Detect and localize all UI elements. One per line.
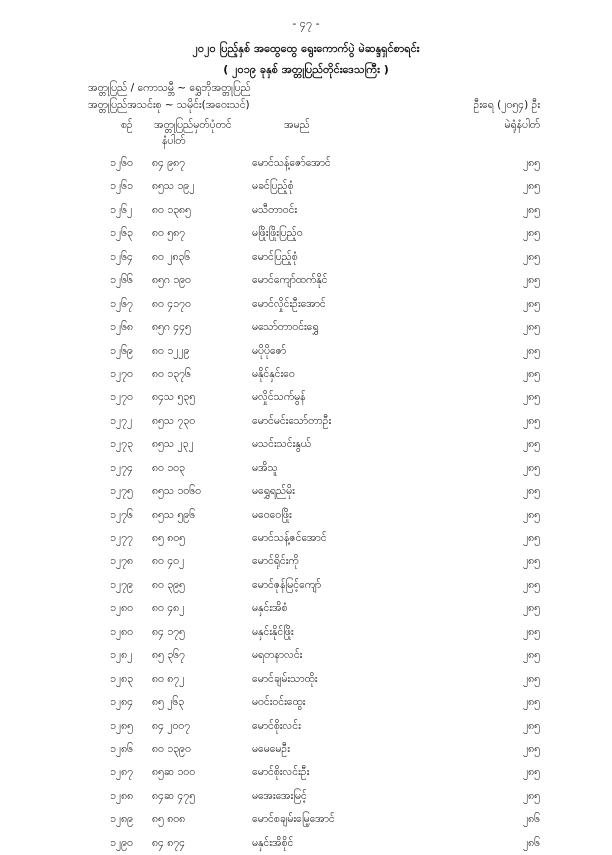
row-vote-number: ၂၈၆ <box>522 836 540 849</box>
row-number: ၁၂၈၀ <box>110 602 133 615</box>
row-name: မောင်ကျော်ထက်နိုင် <box>252 274 328 287</box>
table-row <box>0 644 612 667</box>
row-name: မသင်းသင်းနွယ် <box>252 438 311 451</box>
row-number: ၁၂၆၀ <box>110 157 133 169</box>
row-id-number: ၈၀ ၂၈၃၆ <box>152 250 191 263</box>
row-vote-number: ၂၈၅ <box>522 555 540 568</box>
column-header-no: စဉ် <box>121 119 133 131</box>
table-row <box>0 504 612 527</box>
row-name: မရတနာလင်း <box>252 649 303 662</box>
row-vote-number: ၂၈၅ <box>522 461 540 474</box>
row-id-number: ၈၀ ၃၉၅ <box>152 578 185 591</box>
row-name: မပိုပိုဇော် <box>252 344 287 357</box>
row-id-number: ၈၀ ၁၂၂၉ <box>152 344 190 357</box>
row-number: ၁၂၈၂ <box>110 649 133 662</box>
row-name: မဝေဝေဖြိုး <box>252 508 292 521</box>
row-name: မောင်ဇုန်မြင့်ကျော် <box>252 578 322 591</box>
row-number: ၁၂၆၆ <box>110 274 133 287</box>
row-name: မောင်မင်းသော်တာဦး <box>252 414 332 427</box>
row-number: ၁၂၈၄ <box>110 696 133 709</box>
table-row <box>0 246 612 269</box>
row-number: ၁၂၈၃ <box>110 672 133 685</box>
voter-table <box>0 152 612 855</box>
page-number: - ၄၇ - <box>292 17 320 30</box>
row-name: မမေမေဦး <box>252 742 290 755</box>
row-vote-number: ၂၈၅ <box>522 625 540 638</box>
row-number: ၁၂၈၉ <box>110 813 133 826</box>
row-number: ၁၂၈၅ <box>110 719 133 732</box>
row-vote-number: ၂၈၅ <box>522 180 540 193</box>
row-vote-number: ၂၈၅ <box>522 696 540 709</box>
row-vote-number: ၂၈၅ <box>522 578 540 591</box>
row-number: ၁၂၆၉ <box>110 344 133 357</box>
row-vote-number: ၂၈၅ <box>522 297 540 310</box>
row-vote-number: ၂၈၅ <box>522 766 540 779</box>
row-name: မနှင်းနိုင်ဖြိုး <box>252 625 294 638</box>
row-name: မောင်စိုးလင်းဦး <box>252 766 310 779</box>
row-vote-number: ၂၈၅ <box>522 789 540 802</box>
table-row <box>0 152 612 175</box>
row-vote-number: ၂၈၅ <box>522 719 540 732</box>
row-vote-number: ၂၈၅ <box>522 321 540 334</box>
row-name: မနှင်းအိစံ <box>252 602 288 615</box>
document-title: ၂၀၂၀ ပြည့်နှစ် အထွေထွေ ရွေးကောက်ပွဲ မဲဆန္ဒရှင်စာရင်း <box>192 42 420 55</box>
row-name: မနှင်းအိစိုင် <box>252 836 294 849</box>
table-row <box>0 691 612 714</box>
table-row <box>0 550 612 573</box>
row-name: မောင်လှိုင်းဦးအောင် <box>252 297 326 310</box>
table-row <box>0 363 612 386</box>
table-row <box>0 269 612 292</box>
row-name: မနိုင်နှင်းဝေ <box>252 367 295 380</box>
table-row <box>0 761 612 784</box>
row-number: ၁၂၉၀ <box>110 836 133 849</box>
column-header-name: အမည် <box>284 119 310 131</box>
row-vote-number: ၂၈၅ <box>522 157 540 169</box>
row-vote-number: ၂၈၅ <box>522 367 540 380</box>
row-name: မောင်သန့်ဇော်အောင် <box>252 157 331 169</box>
row-id-number: ၈၀ ၁၀၃ <box>152 461 185 474</box>
row-number: ၁၂၆၂ <box>110 203 133 216</box>
table-row <box>0 668 612 691</box>
row-id-number: ၈၅ ၈၀၈ <box>152 813 186 826</box>
table-row <box>0 386 612 409</box>
row-name: မဝင်းဝင်းထွေး <box>252 696 306 709</box>
table-row <box>0 832 612 855</box>
table-row <box>0 222 612 245</box>
row-id-number: ၈၀ ၄၀၂ <box>152 555 185 568</box>
row-vote-number: ၂၈၅ <box>522 532 540 544</box>
row-name: မောင်ရိုင်းကို <box>252 555 299 568</box>
row-name: မောင်သန့်ဇင်အောင် <box>252 532 327 544</box>
row-id-number: ၈၄ ၁၇၅ <box>152 625 185 638</box>
row-id-number: ၈၅ဂ ၄၄၅ <box>152 321 191 334</box>
row-id-number: ၈၅ ၃၆၇ <box>152 649 185 662</box>
column-header-id-sub: နံပါတ် <box>162 135 186 147</box>
row-id-number: ၈၅သ ၁၉၂ <box>152 180 195 193</box>
row-id-number: ၈၅ ၂၆၃ <box>152 696 185 709</box>
table-row <box>0 480 612 503</box>
row-number: ၁၂၇၉ <box>110 578 133 591</box>
row-name: မအေးအေးမြင့် <box>252 789 307 802</box>
row-id-number: ၈၀ ၈၇၂ <box>152 672 185 685</box>
row-id-number: ၈၄ ၈၇၄ <box>152 836 186 849</box>
table-row <box>0 715 612 738</box>
row-number: ၁၂၈၈ <box>110 789 134 802</box>
table-row <box>0 738 612 761</box>
row-id-number: ၈၀ ၁၃၈၅ <box>152 203 191 216</box>
row-name: မအိသူ <box>252 461 278 474</box>
row-number: ၁၂၇၈ <box>110 555 133 568</box>
row-number: ၁၂၇၃ <box>110 438 133 451</box>
row-name: မောင်ပြည့်စုံ <box>252 250 298 263</box>
row-vote-number: ၂၈၅ <box>522 508 540 521</box>
row-id-number: ၈၀ ၁၃၉၀ <box>152 742 191 755</box>
row-number: ၁၂၇၇ <box>110 532 133 544</box>
table-row <box>0 527 612 550</box>
table-row <box>0 410 612 433</box>
row-number: ၁၂၇၅ <box>110 485 133 498</box>
row-number: ၁၂၇၀ <box>110 391 133 404</box>
row-name: မလှိုင်သက်မွန် <box>252 391 306 404</box>
row-vote-number: ၂၈၅ <box>522 438 540 451</box>
row-id-number: ၈၀ ၄၈၂ <box>152 602 185 615</box>
row-name: မောင်ချမ်းသာထိုး <box>252 672 318 685</box>
row-number: ၁၂၇၄ <box>110 461 133 474</box>
row-number: ၁၂၈၆ <box>110 742 133 755</box>
region-line: အတ္တုပြည် / ကောသမ္ဘီ ~ ရွှေဘိုအတ္တုပြည် <box>88 82 251 94</box>
table-row <box>0 340 612 363</box>
row-id-number: ၈၅ဆ ၁၀၀ <box>152 766 196 779</box>
row-number: ၁၂၆၈ <box>110 321 133 334</box>
row-vote-number: ၂၈၅ <box>522 203 540 216</box>
row-number: ၁၂၇၆ <box>110 508 133 521</box>
table-row <box>0 433 612 456</box>
row-number: ၁၂၆၃ <box>110 227 133 240</box>
table-row <box>0 199 612 222</box>
row-vote-number: ၂၈၆ <box>522 813 540 826</box>
row-id-number: ၈၀ ၅၈၇ <box>152 227 186 240</box>
row-id-number: ၈၅သ ၁၀၆၀ <box>152 485 202 498</box>
row-id-number: ၈၅ ၈၀၅ <box>152 532 186 544</box>
row-number: ၁၂၆၄ <box>110 250 133 263</box>
row-vote-number: ၂၈၅ <box>522 602 540 615</box>
count-label: ဦးရေ (၂၀၅၄) ဦး <box>473 99 540 111</box>
row-id-number: ၈၄ဆ ၄၇၅ <box>152 789 196 802</box>
row-number: ၁၂၈၇ <box>110 766 133 779</box>
row-name: မခင်ပြည့်စုံ <box>252 180 294 193</box>
row-vote-number: ၂၈၅ <box>522 250 540 263</box>
row-id-number: ၈၄သ ၅၃၅ <box>152 391 196 404</box>
table-row <box>0 175 612 198</box>
row-id-number: ၈၄ ၂၀၀၇ <box>152 719 191 732</box>
row-id-number: ၈၅သ ၂၃၂ <box>152 438 194 451</box>
row-vote-number: ၂၈၅ <box>522 274 540 287</box>
column-header-vote: မဲရုံနံပါတ် <box>504 119 540 131</box>
row-id-number: ၈၀ ၁၃၇၆ <box>152 367 191 380</box>
row-vote-number: ၂၈၅ <box>522 227 540 240</box>
row-id-number: ၈၅ဂ ၁၉၀ <box>152 274 191 287</box>
row-id-number: ၈၀ ၄၁၇၀ <box>152 297 191 310</box>
table-row <box>0 621 612 644</box>
table-row <box>0 457 612 480</box>
row-id-number: ၈၅သ ၅၉၆ <box>152 508 196 521</box>
row-name: မဖြိုးဖြိုးပြည့်ဝ <box>252 227 303 240</box>
row-name: မသော်တာဝင်းရွှေ <box>252 321 319 334</box>
row-name: မသီတာဝင်း <box>252 203 298 216</box>
row-vote-number: ၂၈၅ <box>522 649 540 662</box>
table-row <box>0 293 612 316</box>
row-vote-number: ၂၈၅ <box>522 672 540 685</box>
row-vote-number: ၂၈၅ <box>522 344 540 357</box>
row-vote-number: ၂၈၅ <box>522 485 540 498</box>
row-vote-number: ၂၈၅ <box>522 742 540 755</box>
row-number: ၁၂၆၁ <box>110 180 133 193</box>
table-row <box>0 785 612 808</box>
row-number: ၁၂၇၀ <box>110 367 133 380</box>
row-name: မရွှေရည်မိုး <box>252 485 295 498</box>
row-name: မောင်စိုးလင်း <box>252 719 301 732</box>
table-row <box>0 808 612 831</box>
table-row <box>0 574 612 597</box>
row-number: ၁၂၇၂ <box>110 414 133 427</box>
row-number: ၁၂၆၇ <box>110 297 133 310</box>
row-id-number: ၈၅သ ၇၃၀ <box>152 414 196 427</box>
column-header-id: အတ္တုပြည်မှတ်ပုံတင် <box>154 119 232 131</box>
table-row <box>0 316 612 339</box>
row-number: ၁၂၈၀ <box>110 625 133 638</box>
row-name: မောင်စချမ်းမြေ့အောင် <box>252 813 335 826</box>
row-vote-number: ၂၈၅ <box>522 414 540 427</box>
document-subtitle: ( ၂၀၁၉ ခုနှစ် အတ္တုပြည်တိုင်းဒေသကြီး ) <box>223 63 389 76</box>
table-row <box>0 597 612 620</box>
row-vote-number: ၂၈၅ <box>522 391 540 404</box>
township-line: အတ္တုပြည်အသင်းစု ~ သမိုင်း(အဝေးသင်) <box>88 99 250 111</box>
row-id-number: ၈၄ ၉၈၇ <box>152 157 186 169</box>
